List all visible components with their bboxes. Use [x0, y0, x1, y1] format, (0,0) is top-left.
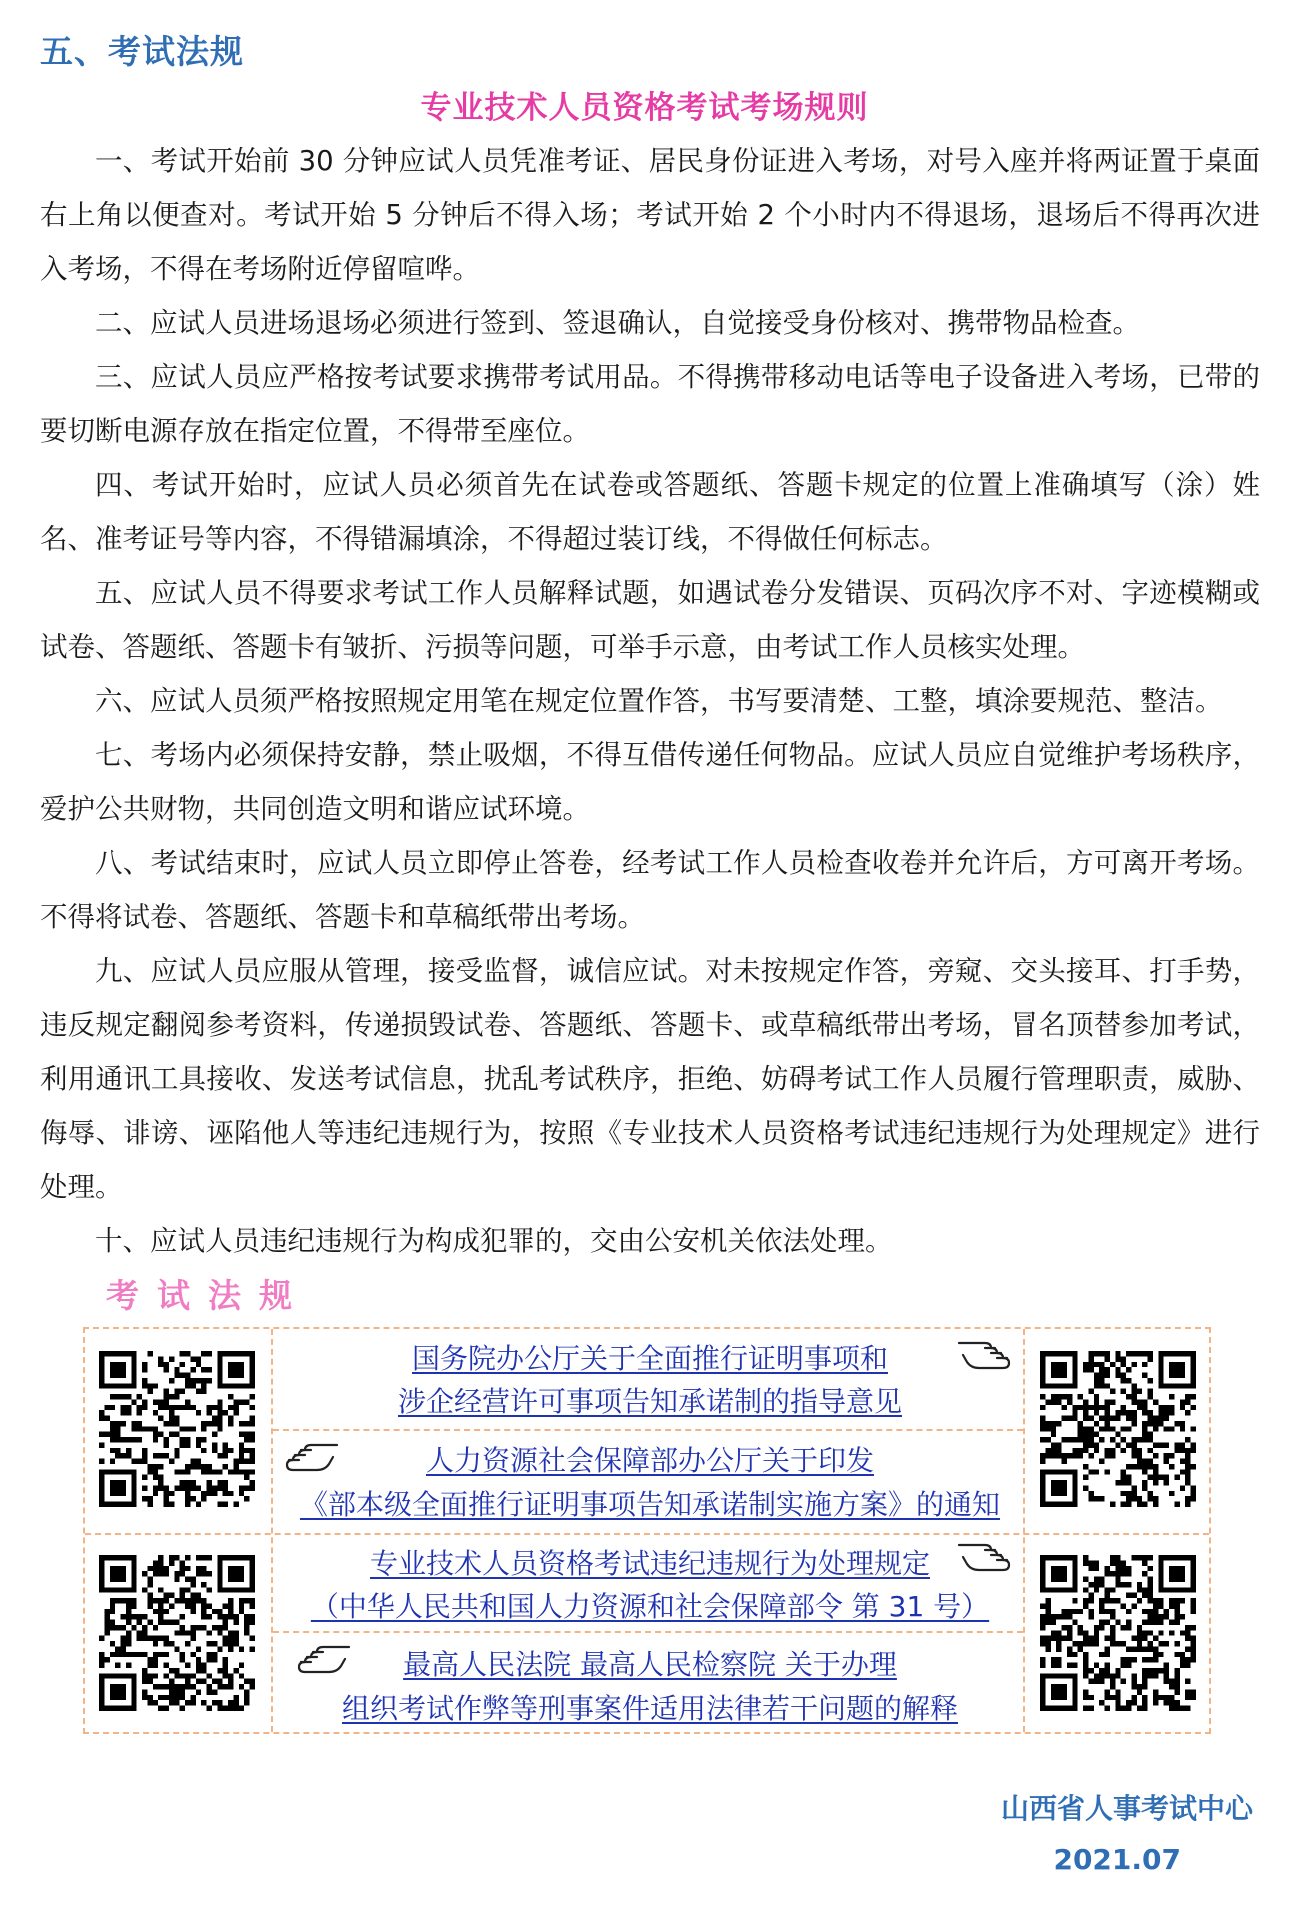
link-notice-4-line-1[interactable]: 最高人民法院 最高人民检察院 关于办理	[403, 1648, 897, 1681]
rules-body	[40, 134, 1260, 1268]
rule-4: 四、考试开始时，应试人员必须首先在试卷或答题纸、答题卡规定的位置上准确填写（涂）姓名、准考证号等内容，不得错漏填涂，不得超过装订线，不得做任何标志。	[40, 469, 1260, 555]
rule-3: 三、应试人员应严格按考试要求携带考试用品。不得携带移动电话等电子设备进入考场，已带的要切断电源存放在指定位置，不得带至座位。	[40, 361, 1260, 447]
rule-1: 一、考试开始前 30 分钟应试人员凭准考证、居民身份证进入考场，对号入座并将两证置于桌面右上角以便查对。考试开始 5 分钟后不得入场；考试开始 2 个小时内不得退场，退场后不得再次进入考场，不得在考场附近停留喧哗。	[40, 145, 1260, 285]
rule-2: 二、应试人员进场退场必须进行签到、签退确认，自觉接受身份核对、携带物品检查。	[95, 307, 1140, 339]
links-heading: 考试法规	[106, 1276, 310, 1315]
qr-code-icon[interactable]	[1040, 1351, 1196, 1507]
pointing-hand-left-icon	[955, 1335, 1015, 1371]
table-divider	[85, 1533, 1209, 1535]
link-notice-1-line-1[interactable]: 国务院办公厅关于全面推行证明事项和	[411, 1342, 888, 1375]
footer-date: 2021.07	[1053, 1843, 1181, 1876]
link-notice-1-line-2[interactable]: 涉企经营许可事项告知承诺制的指导意见	[397, 1385, 902, 1418]
table-divider	[273, 1429, 1023, 1431]
rule-9: 九、应试人员应服从管理，接受监督，诚信应试。对未按规定作答，旁窥、交头接耳、打手势，违反规定翻阅参考资料，传递损毁试卷、答题纸、答题卡、或草稿纸带出考场，冒名顶替参加考试，利用通讯工具接收、发送考试信息，扰乱考试秩序，拒绝、妨碍考试工作人员履行管理职责，威胁、侮辱、诽谤、诬陷他人等违纪违规行为，按照《专业技术人员资格考试违纪违规行为处理规定》进行处理。	[40, 955, 1260, 1203]
link-notice-2-line-1[interactable]: 人力资源社会保障部办公厅关于印发	[425, 1444, 874, 1477]
link-notice-3-line-2[interactable]: （中华人民共和国人力资源和社会保障部令 第 31 号）	[310, 1590, 990, 1623]
document-title: 专业技术人员资格考试考场规则	[420, 90, 869, 126]
link-notice-4-line-2[interactable]: 组织考试作弊等刑事案件适用法律若干问题的解释	[341, 1692, 958, 1725]
rule-6: 六、应试人员须严格按照规定用笔在规定位置作答，书写要清楚、工整，填涂要规范、整洁。	[95, 685, 1223, 717]
qr-code-icon[interactable]	[99, 1555, 255, 1711]
pointing-hand-left-icon	[955, 1537, 1015, 1573]
rule-8: 八、考试结束时，应试人员立即停止答卷，经考试工作人员检查收卷并允许后，方可离开考场。不得将试卷、答题纸、答题卡和草稿纸带出考场。	[40, 847, 1260, 933]
qr-code-icon[interactable]	[99, 1351, 255, 1507]
rule-10: 十、应试人员违纪违规行为构成犯罪的，交由公安机关依法处理。	[95, 1225, 893, 1257]
qr-code-icon[interactable]	[1040, 1555, 1196, 1711]
table-divider	[273, 1631, 1023, 1633]
link-notice-3-line-1[interactable]: 专业技术人员资格考试违纪违规行为处理规定	[369, 1547, 930, 1580]
footer-organization: 山西省人事考试中心	[1000, 1792, 1253, 1825]
table-divider	[271, 1329, 273, 1732]
pointing-hand-right-icon	[293, 1639, 353, 1675]
section-title: 五、考试法规	[40, 32, 244, 71]
pointing-hand-right-icon	[281, 1437, 341, 1473]
rule-5: 五、应试人员不得要求考试工作人员解释试题，如遇试卷分发错误、页码次序不对、字迹模糊或试卷、答题纸、答题卡有皱折、污损等问题，可举手示意，由考试工作人员核实处理。	[40, 577, 1260, 663]
regulations-link-table	[83, 1327, 1211, 1734]
rule-7: 七、考场内必须保持安静，禁止吸烟，不得互借传递任何物品。应试人员应自觉维护考场秩序，爱护公共财物，共同创造文明和谐应试环境。	[40, 739, 1260, 825]
link-notice-2-line-2[interactable]: 《部本级全面推行证明事项告知承诺制实施方案》的通知	[299, 1488, 1000, 1521]
